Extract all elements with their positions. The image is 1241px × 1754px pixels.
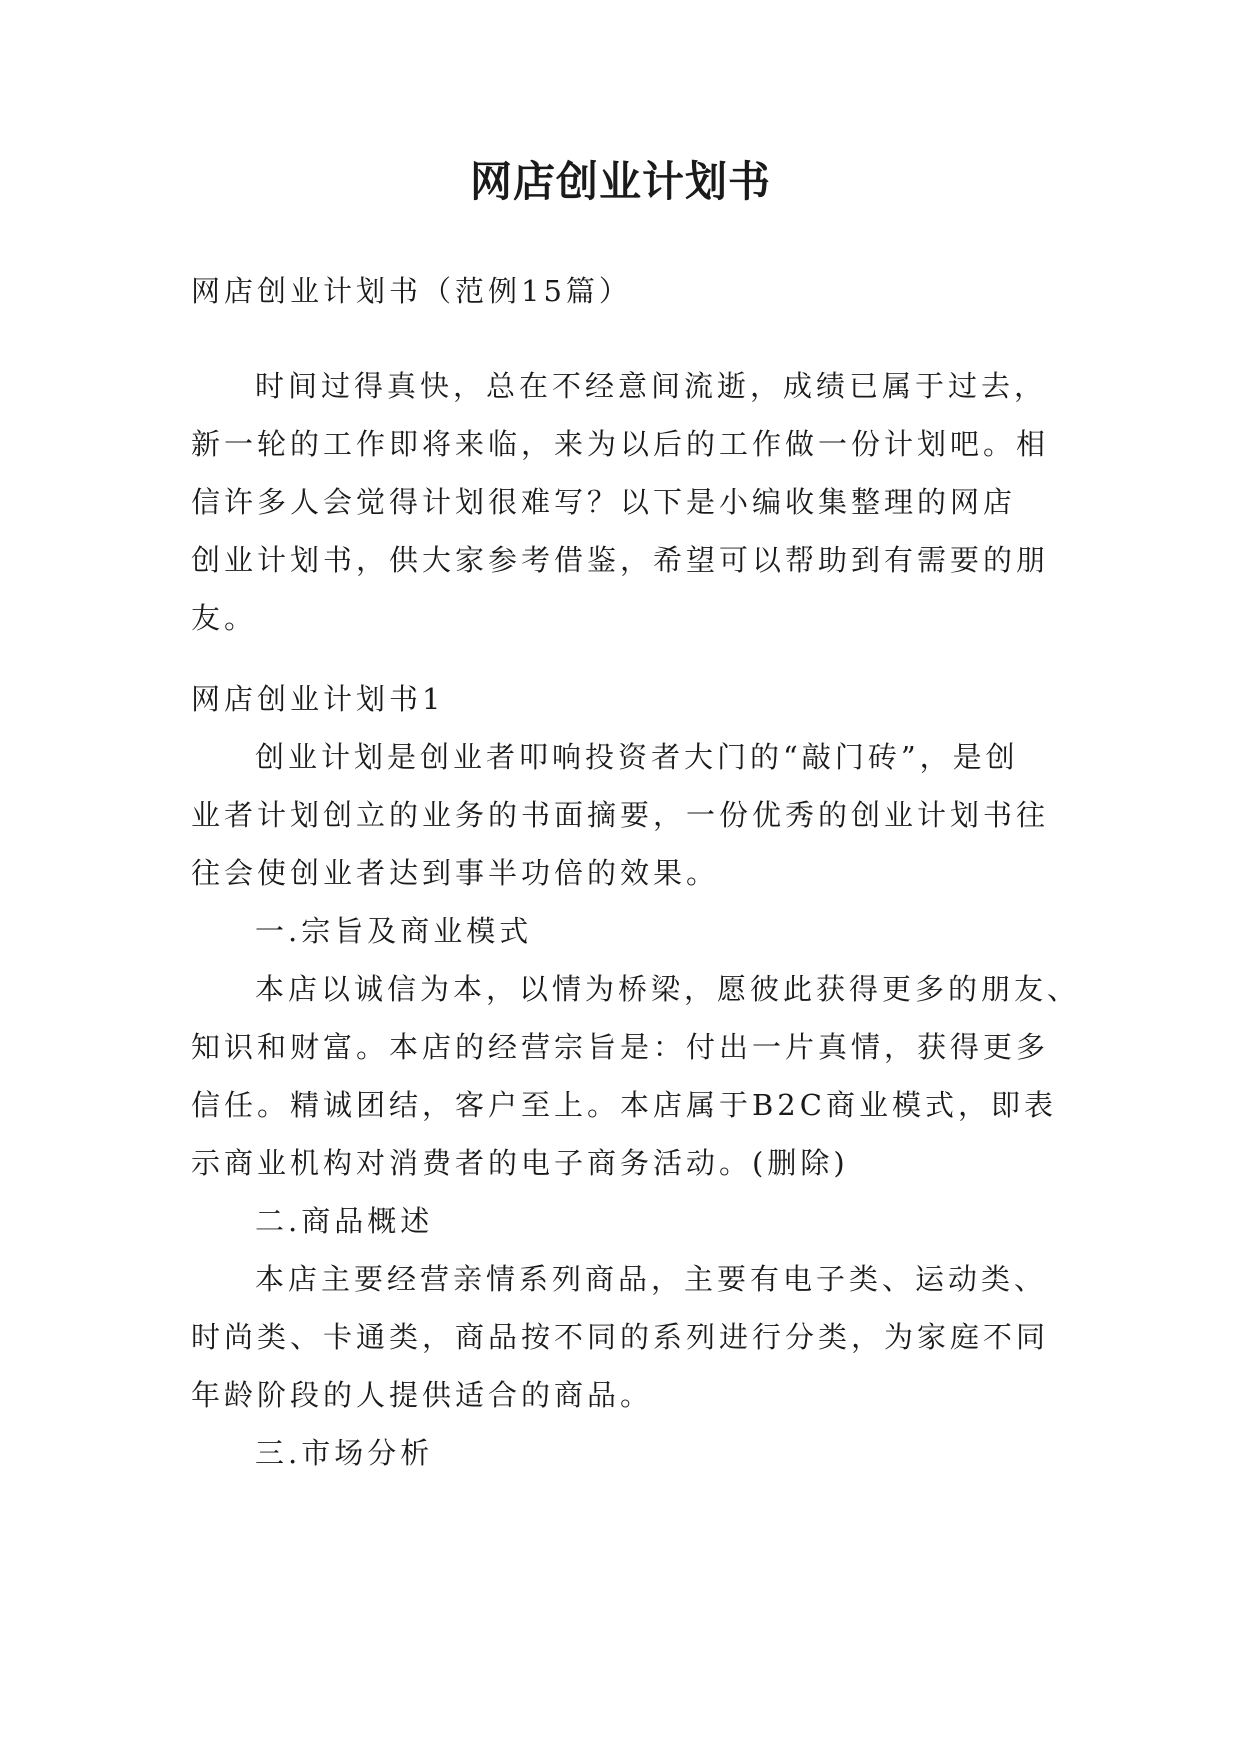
body-line: 本店以诚信为本，以情为桥梁，愿彼此获得更多的朋友、 [255, 972, 1081, 1006]
intro-line: 新一轮的工作即将来临，来为以后的工作做一份计划吧。相 [191, 427, 1050, 461]
subtitle-text: 网店创业计划书（范例15篇） [191, 274, 632, 308]
intro-line: 时间过得真快，总在不经意间流逝，成绩已属于过去， [255, 369, 1048, 403]
intro-line: 友。 [191, 601, 258, 635]
subsection-heading: 三.市场分析 [255, 1436, 434, 1470]
section-heading: 网店创业计划书1 [191, 682, 445, 716]
document-title: 网店创业计划书 [469, 157, 771, 206]
body-line: 业者计划创立的业务的书面摘要，一份优秀的创业计划书往 [191, 798, 1050, 832]
intro-paragraph [191, 357, 1071, 647]
intro-line: 创业计划书，供大家参考借鉴，希望可以帮助到有需要的朋 [191, 543, 1050, 577]
body-line: 往会使创业者达到事半功倍的效果。 [191, 856, 720, 890]
body-line: 信任。精诚团结，客户至上。本店属于B2C商业模式，即表 [191, 1088, 1057, 1122]
body-line: 本店主要经营亲情系列商品，主要有电子类、运动类、 [255, 1262, 1048, 1296]
intro-line: 信许多人会觉得计划很难写？以下是小编收集整理的网店 [191, 485, 1017, 519]
body-line: 创业计划是创业者叩响投资者大门的“敲门砖”，是创 [255, 740, 1019, 774]
body-line: 年龄阶段的人提供适合的商品。 [191, 1378, 654, 1412]
section-1 [191, 670, 1081, 1482]
body-line: 知识和财富。本店的经营宗旨是：付出一片真情，获得更多 [191, 1030, 1050, 1064]
subsection-heading: 一.宗旨及商业模式 [255, 914, 533, 948]
body-line: 示商业机构对消费者的电子商务活动。(删除) [191, 1146, 849, 1180]
document-subtitle [191, 262, 1071, 320]
subsection-heading: 二.商品概述 [255, 1204, 434, 1238]
body-line: 时尚类、卡通类，商品按不同的系列进行分类，为家庭不同 [191, 1320, 1050, 1354]
